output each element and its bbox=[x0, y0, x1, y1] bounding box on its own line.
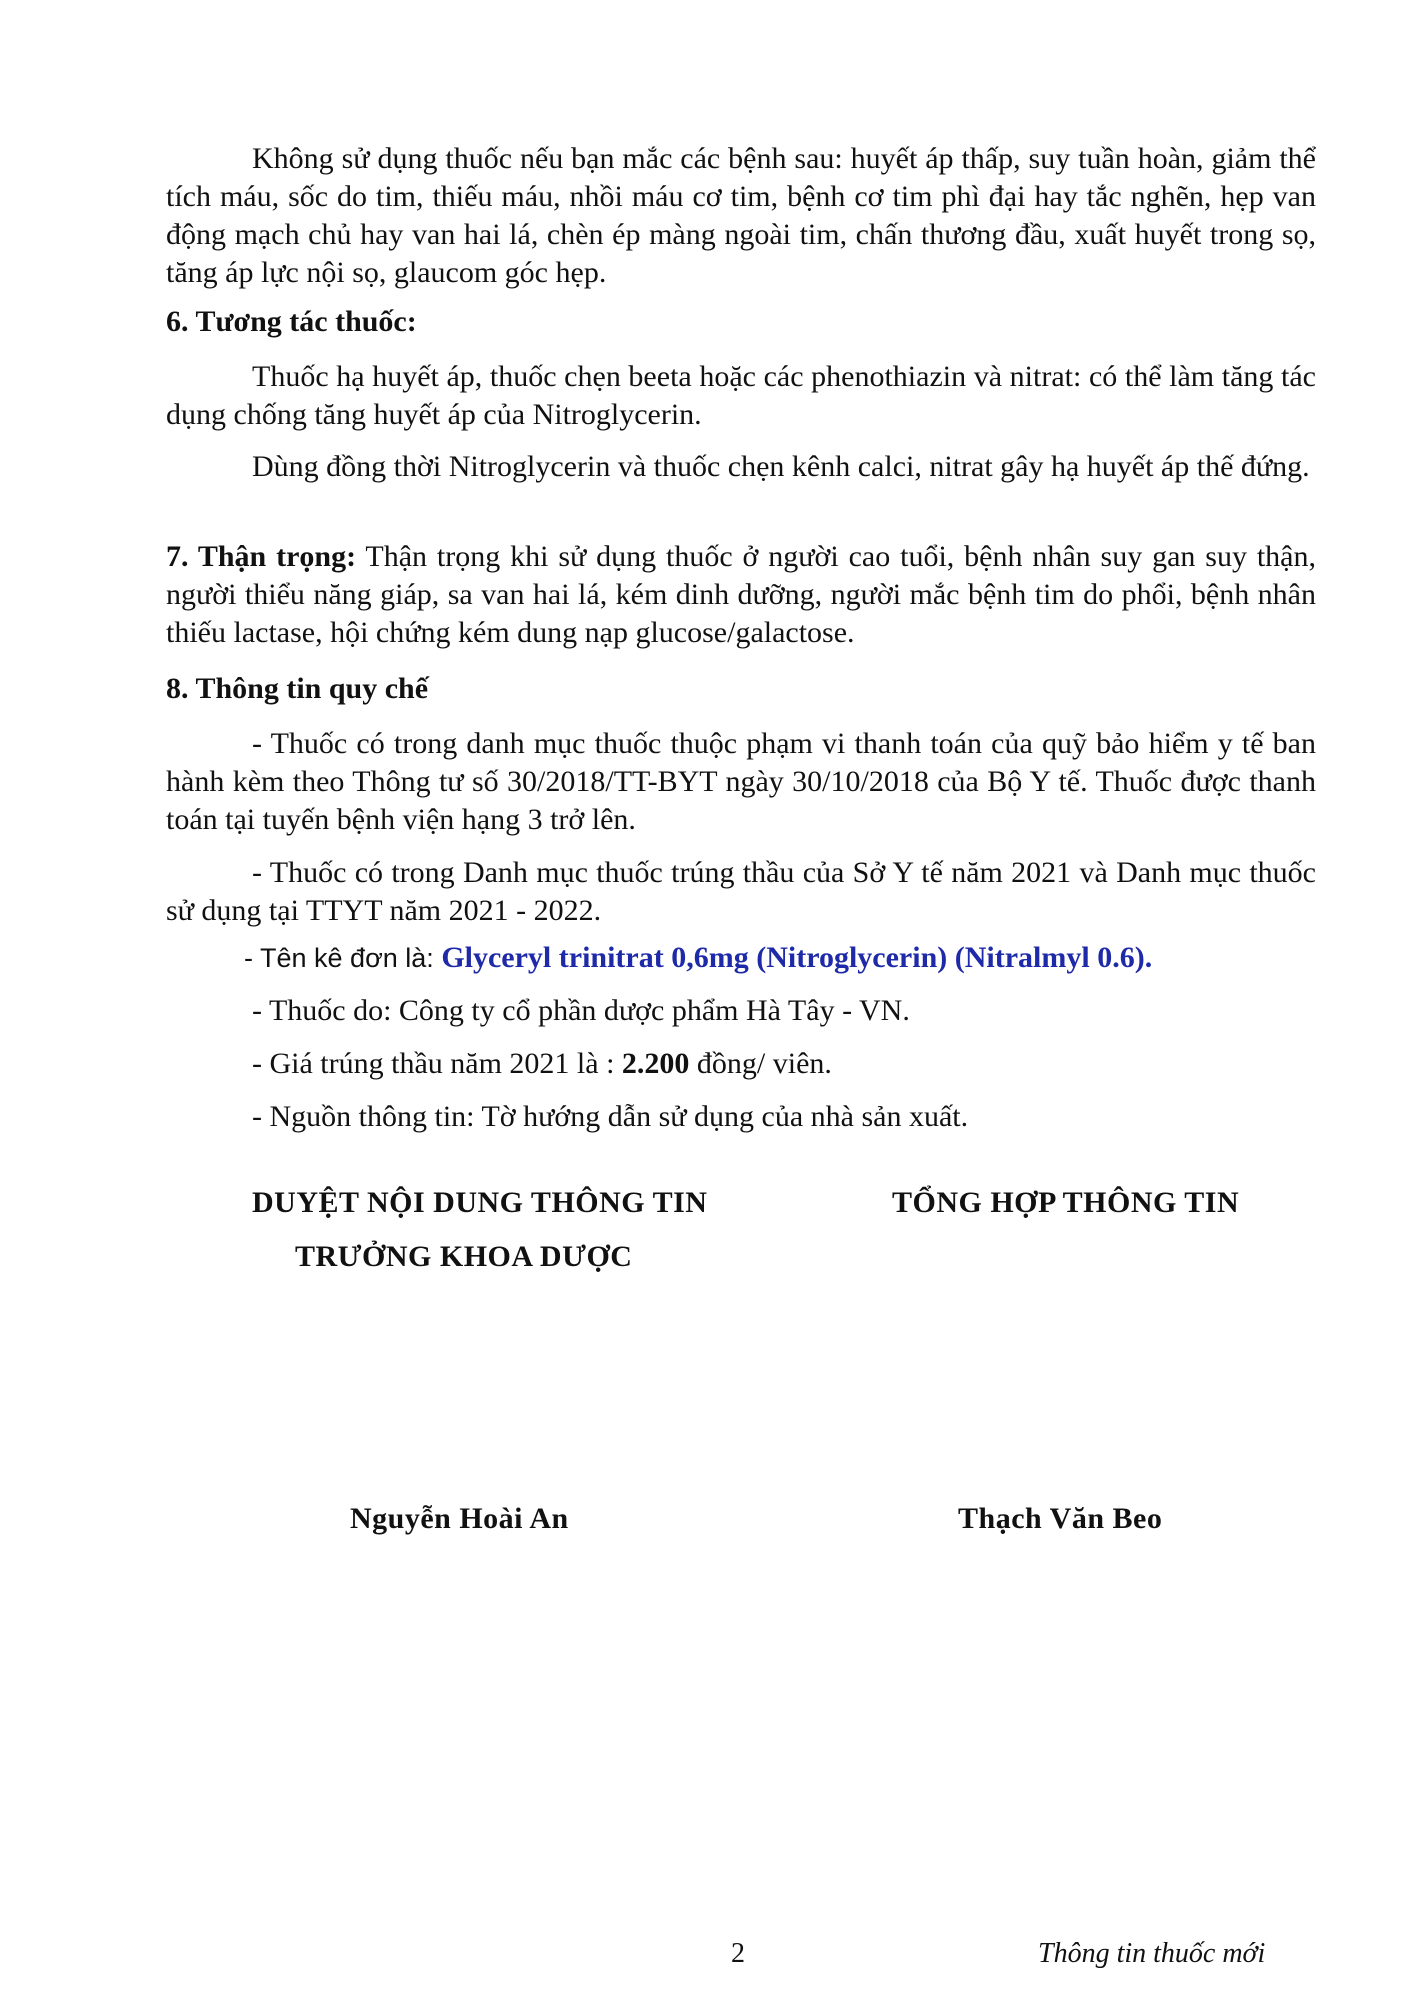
section-6-paragraph-1: Thuốc hạ huyết áp, thuốc chẹn beeta hoặc các phenothiazin và nitrat: có thể làm tăng tác dụng chống tăng huyết áp của Nitroglycerin. bbox=[166, 360, 1316, 431]
price-unit: đồng/ viên. bbox=[689, 1047, 832, 1080]
manufacturer-line: - Thuốc do: Công ty cổ phần dược phẩm Hà Tây - VN. bbox=[252, 994, 910, 1027]
compiler-name: Thạch Văn Beo bbox=[958, 1502, 1163, 1535]
section-6-paragraph-2: Dùng đồng thời Nitroglycerin và thuốc chẹn kênh calci, nitrat gây hạ huyết áp thế đứng. bbox=[252, 450, 1310, 483]
compiler-title: TỔNG HỢP THÔNG TIN bbox=[892, 1186, 1240, 1219]
prescription-label: - Tên kê đơn là: bbox=[244, 943, 442, 973]
source-line: - Nguồn thông tin: Tờ hướng dẫn sử dụng của nhà sản xuất. bbox=[252, 1100, 969, 1133]
section-8-paragraph-2: - Thuốc có trong Danh mục thuốc trúng thầu của Sở Y tế năm 2021 và Danh mục thuốc sử dụng tại TTYT năm 2021 - 2022. bbox=[166, 856, 1316, 927]
contraindication-paragraph: Không sử dụng thuốc nếu bạn mắc các bệnh sau: huyết áp thấp, suy tuần hoàn, giảm thể tích máu, sốc do tim, thiếu máu, nhồi máu cơ tim, bệnh cơ tim phì đại hay tắc nghẽn, hẹp van động mạch chủ hay van hai lá, chèn ép màng ngoài tim, chấn thương đầu, xuất huyết trong sọ, tăng áp lực nội sọ, glaucom góc hẹp. bbox=[166, 142, 1316, 289]
approver-name: Nguyễn Hoài An bbox=[350, 1502, 569, 1535]
approver-title: DUYỆT NỘI DUNG THÔNG TIN bbox=[252, 1186, 708, 1219]
section-6-heading: 6. Tương tác thuốc: bbox=[166, 305, 417, 338]
section-8-paragraph-1: - Thuốc có trong danh mục thuốc thuộc phạm vi thanh toán của quỹ bảo hiểm y tế ban hành kèm theo Thông tư số 30/2018/TT-BYT ngày 30/10/2018 của Bộ Y tế. Thuốc được thanh toán tại tuyến bệnh viện hạng 3 trở lên. bbox=[166, 727, 1316, 836]
section-7-text: Thận trọng khi sử dụng thuốc ở người cao tuổi, bệnh nhân suy gan suy thận, người thiểu năng giáp, sa van hai lá, kém dinh dưỡng, người mắc bệnh tim do phổi, bệnh nhân thiếu lactase, hội chứng kém dung nạp glucose/galactose. bbox=[166, 540, 1316, 649]
section-7-paragraph bbox=[166, 538, 1316, 652]
prescription-drug-name: Glyceryl trinitrat 0,6mg (Nitroglycerin) (Nitralmyl 0.6). bbox=[441, 941, 1153, 974]
approver-position: TRƯỞNG KHOA DƯỢC bbox=[295, 1240, 633, 1273]
price-value: 2.200 bbox=[621, 1047, 690, 1080]
price-label: - Giá trúng thầu năm 2021 là : bbox=[252, 1047, 622, 1080]
section-8-heading: 8. Thông tin quy chế bbox=[166, 672, 429, 705]
section-7-heading: 7. Thận trọng: bbox=[166, 540, 357, 573]
price-line bbox=[252, 1047, 832, 1081]
footer-title: Thông tin thuốc mới bbox=[1038, 1938, 1266, 1969]
page-number: 2 bbox=[731, 1938, 745, 1969]
prescription-line bbox=[244, 941, 1152, 975]
